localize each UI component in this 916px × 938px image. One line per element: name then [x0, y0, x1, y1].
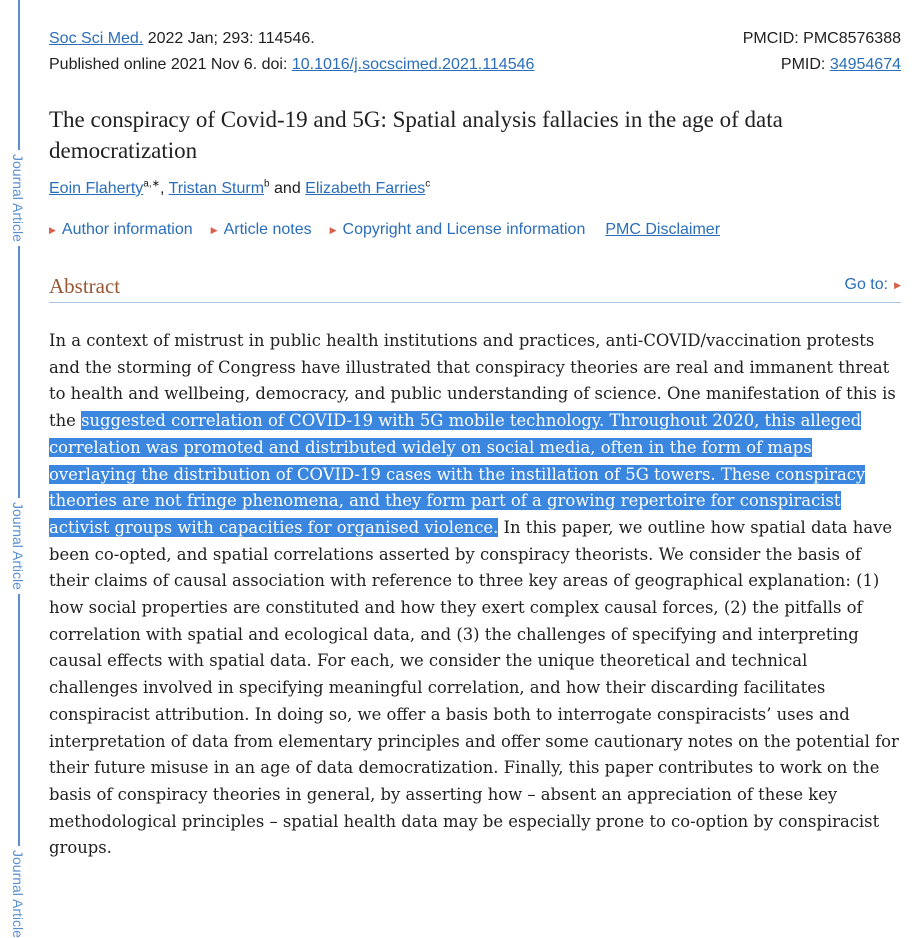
abstract-header	[49, 272, 901, 303]
citation-meta	[49, 26, 901, 78]
triangle-right-icon: ▶	[329, 225, 337, 235]
author-information-toggle[interactable]	[49, 219, 193, 241]
triangle-right-icon: ▶	[894, 280, 901, 290]
doi-link[interactable]: 10.1016/j.socscimed.2021.114546	[291, 56, 535, 73]
author-link[interactable]: Elizabeth Farries	[305, 180, 426, 197]
article-info-links	[49, 219, 720, 241]
rail-label-journal-article: Journal Article	[10, 150, 26, 246]
rail-line	[18, 0, 20, 871]
author-separator: ,	[159, 180, 169, 197]
article-title: The conspiracy of Covid-19 and 5G: Spatial analysis fallacies in the age of data democratization	[49, 107, 783, 163]
article-notes-toggle[interactable]	[211, 219, 312, 241]
triangle-right-icon: ▶	[210, 225, 218, 235]
pmid-label: PMID:	[780, 56, 830, 73]
triangle-right-icon: ▶	[49, 225, 56, 235]
citation-row-2	[49, 52, 901, 78]
author-affiliation: c	[425, 178, 431, 190]
copyright-label: Copyright and License information	[342, 221, 586, 238]
abstract-selected-text: suggested correlation of COVID-19 with 5G mobile technology. Throughout 2020, this alleged correlation was promoted and distributed widely on social media, often in the form of maps overlaying the distribution of COVID-19 cases with the instillation of 5G towers. These conspiracy theories are not fringe phenomena, and they form part of a growing repertoire for conspiracist activist groups with capacities for organised violence.	[49, 411, 866, 537]
author-list	[49, 178, 430, 200]
rail-label-journal-article: Journal Article	[10, 498, 26, 594]
article-notes-label: Article notes	[223, 221, 312, 238]
abstract-text-after: In this paper, we outline how spatial data have been co-opted, and spatial correlations asserted by conspiracy theorists. We consider the basis of their claims of causal association with reference to three key areas of geographical explanation: (1) how social properties are constituted and how they exert complex causal forces, (2) the pitfalls of correlation with spatial and ecological data, and (3) the challenges of specifying and interpreting causal effects with spatial data. For each, we consider the unique theoretical and technical challenges involved in specifying meaningful correlation, and how their discarding facilitates conspiracist attribution. In doing so, we offer a basis both to interrogate conspiracists’ uses and interpretation of data from elementary principles and offer some cautionary notes on the potential for their future misuse in an age of data democratization. Finally, this paper contributes to work on the basis of conspiracy theories in general, by asserting how – absent an appreciation of these key methodological principles – spatial health data may be especially prone to co-option by conspiracist groups.	[49, 517, 899, 858]
published-online: Published online 2021 Nov 6. doi:	[49, 56, 292, 73]
author-information-label: Author information	[61, 221, 193, 238]
abstract-text	[49, 328, 901, 862]
pmid-link[interactable]: 34954674	[829, 56, 901, 73]
rail-label-journal-article: Journal Article	[10, 846, 26, 879]
pmc-disclaimer-link[interactable]: PMC Disclaimer	[605, 221, 721, 238]
goto-label: Go to:	[844, 276, 889, 293]
author-affiliation: a,∗	[143, 178, 160, 190]
pmid	[781, 52, 901, 78]
author-separator: and	[269, 180, 306, 197]
author-link[interactable]: Eoin Flaherty	[49, 180, 144, 197]
copyright-toggle[interactable]	[330, 219, 586, 241]
journal-link[interactable]: Soc Sci Med.	[49, 30, 144, 47]
citation-date: 2022 Jan; 293: 114546.	[147, 30, 315, 47]
abstract-heading: Abstract	[49, 274, 121, 298]
author-link[interactable]: Tristan Sturm	[168, 180, 265, 197]
abstract-text-before: In a context of mistrust in public health institutions and practices, anti-COVID/vaccination protests and the storming of Congress have illustrated that conspiracy theories are real and immanent threat to health and wellbeing, democracy, and public understanding of science. One manifestation of this is the	[49, 331, 896, 431]
citation-row-1	[49, 26, 901, 52]
author-affiliation: b	[264, 178, 270, 190]
goto-menu[interactable]	[845, 272, 902, 298]
pmcid: PMCID: PMC8576388	[742, 30, 901, 47]
